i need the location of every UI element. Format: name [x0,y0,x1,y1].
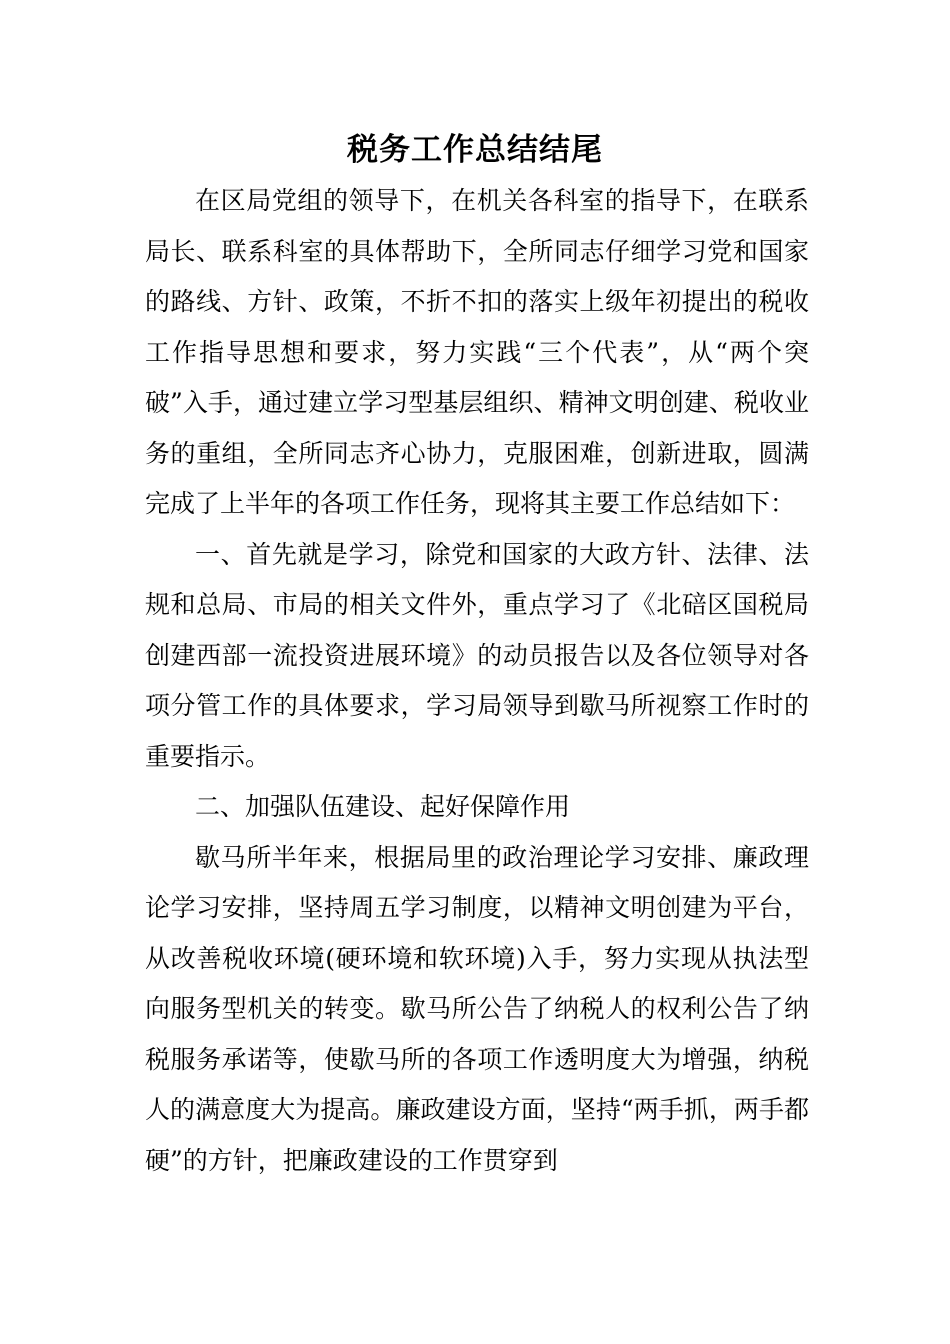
paragraph-section-two-heading: 二、加强队伍建设、起好保障作用 [195,792,571,821]
paragraph-section-two-body: 歇马所半年来，根据局里的政治理论学习安排、廉政理论学习安排，坚持周五学习制度，以精神文明创建为平台，从改善税收环境(硬环境和软环境)入手，努力实现从执法型向服务型机关的转变。歇马所公告了纳税人的权利公告了纳税服务承诺等，使歇马所的各项工作透明度大为增强，纳税人的满意度大为提高。廉政建设方面，坚持“两手抓，两手都硬”的方针，把廉政建设的工作贯穿到 [145,842,809,1175]
document-title: 税务工作总结结尾 [347,132,603,168]
paragraph-intro: 在区局党组的领导下，在机关各科室的指导下，在联系局长、联系科室的具体帮助下，全所同志仔细学习党和国家的路线、方针、政策，不折不扣的落实上级年初提出的税收工作指导思想和要求，努力实践“三个代表”，从“两个突破”入手，通过建立学习型基层组织、精神文明创建、税收业务的重组，全所同志齐心协力，克服困难，创新进取，圆满完成了上半年的各项工作任务，现将其主要工作总结如下： [145,186,809,518]
paragraph-section-one: 一、首先就是学习，除党和国家的大政方针、法律、法规和总局、市局的相关文件外，重点学习了《北碚区国税局创建西部一流投资进展环境》的动员报告以及各位领导对各项分管工作的具体要求，学习局领导到歇马所视察工作时的重要指示。 [145,539,809,771]
document-body [145,176,809,1186]
